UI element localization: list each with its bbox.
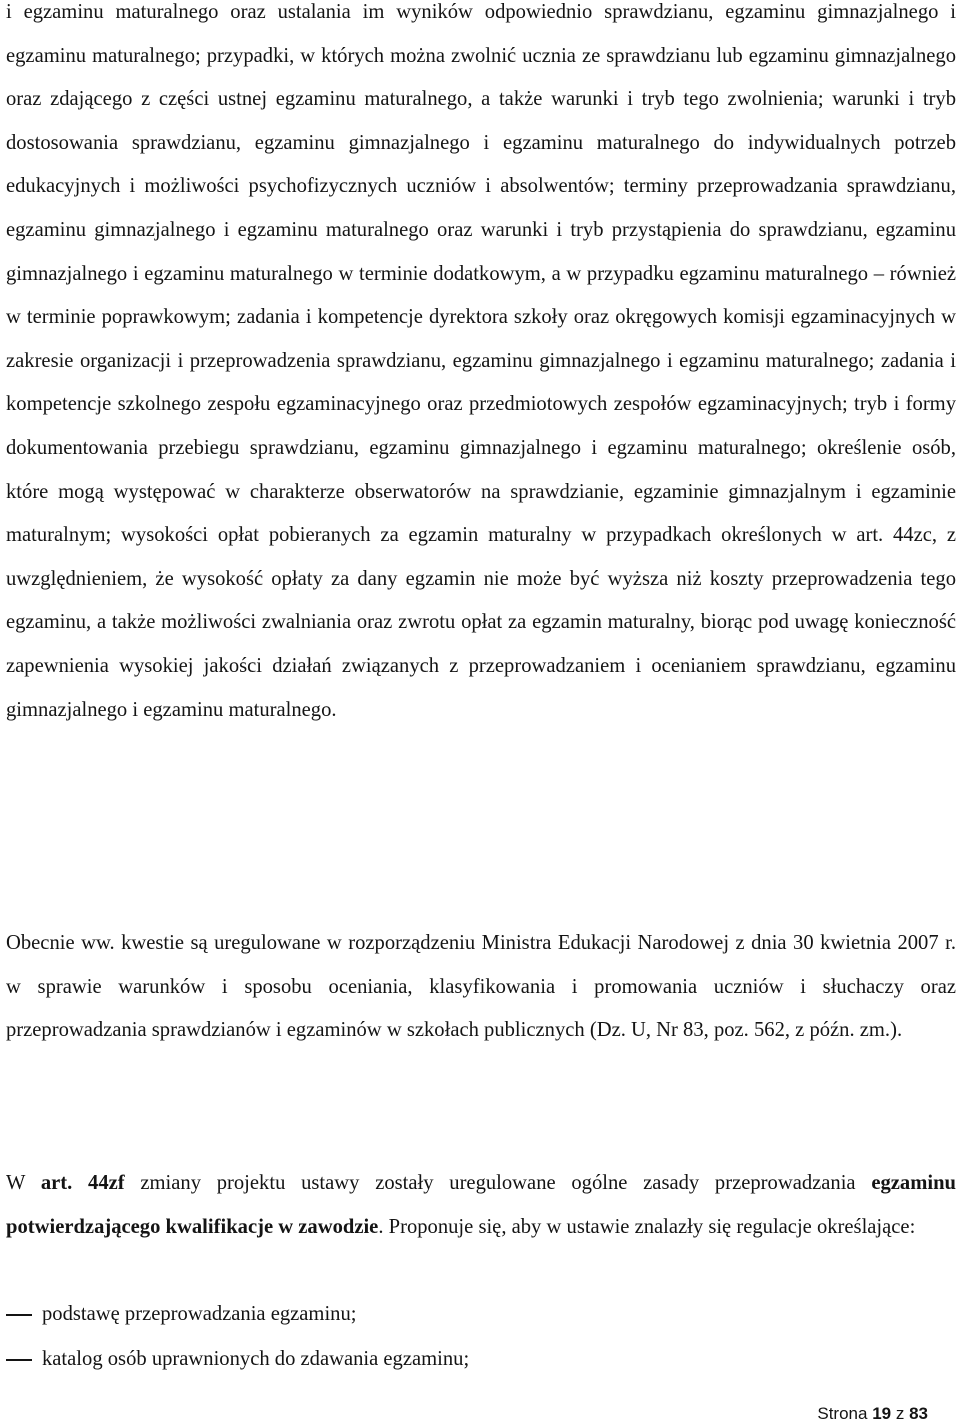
body-paragraph-1: i egzaminu maturalnego oraz ustalania im wyników odpowiednio sprawdzianu, egzaminu gimnazjalnego i egzaminu maturalnego; przypadki, w których można zwolnić ucznia ze sprawdzianu lub egzaminu gimnazjalnego oraz zdającego z części ustnej egzaminu maturalnego, a także warunki i tryb tego zwolnienia; warunki i tryb dostosowania sprawdzianu, egzaminu gimnazjalnego i egzaminu maturalnego do indywidualnych potrzeb edukacyjnych i możliwości psychofizycznych uczniów i absolwentów; terminy przeprowadzania sprawdzianu, egzaminu gimnazjalnego i egzaminu maturalnego oraz warunki i tryb przystąpienia do sprawdzianu, egzaminu gimnazjalnego i egzaminu maturalnego w terminie dodatkowym, a w przypadku egzaminu maturalnego – również w terminie poprawkowym; zadania i kompetencje dyrektora szkoły oraz okręgowych komisji egzaminacyjnych w zakresie organizacji i przeprowadzenia sprawdzianu, egzaminu gimnazjalnego i egzaminu maturalnego; zadania i kompetencje szkolnego zespołu egzaminacyjnego oraz przedmiotowych zespołów egzaminacyjnych; tryb i formy dokumentowania przebiegu sprawdzianu, egzaminu gimnazjalnego i egzaminu maturalnego; określenie osób, które mogą występować w charakterze obserwatorów na sprawdzianie, egzaminie gimnazjalnym i egzaminie maturalnym; wysokości opłat pobieranych za egzamin maturalny w przypadkach określonych w art. 44zc, z uwzględnieniem, że wysokość opłaty za dany egzamin nie może być wyższa niż koszty przeprowadzenia tego egzaminu, a także możliwości zwalniania oraz zwrotu opłat za egzamin maturalny, biorąc pod uwagę konieczność zapewnienia wysokiej jakości działań związanych z przeprowadzaniem i ocenianiem sprawdzianu, egzaminu gimnazjalnego i egzaminu maturalnego. — [6, 1, 956, 721]
paragraph-3-w: W — [6, 1172, 26, 1194]
list-item — [6, 1337, 956, 1382]
paragraph-3-rest: Proponuje się, aby w ustawie znalazły się regulacje określające: — [388, 1215, 916, 1238]
footer-of: z — [895, 1404, 905, 1423]
list-item-text: katalog osób uprawnionych do zdawania egzaminu; — [42, 1348, 470, 1370]
dash-bullet-icon — [6, 1359, 32, 1361]
article-number: 44zf — [88, 1172, 125, 1194]
regulation-list — [6, 1292, 956, 1382]
footer-page-number: 19 — [872, 1404, 892, 1423]
page-footer — [817, 1404, 928, 1424]
dash-bullet-icon — [6, 1314, 32, 1316]
list-item — [6, 1292, 956, 1337]
body-paragraph-2: Obecnie ww. kwestie są uregulowane w rozporządzeniu Ministra Edukacji Narodowej z dnia 30 kwietnia 2007 r. w sprawie warunków i sposobu oceniania, klasyfikowania i promowania uczniów i słuchaczy oraz przeprowadzania sprawdzianów i egzaminów w szkołach publicznych (Dz. U, Nr 83, poz. 562, z późn. zm.). — [6, 932, 956, 1042]
paragraph-3-dot: . — [378, 1215, 384, 1238]
bold-phrase: egzaminu potwierdzającego kwalifikacje w zawodzie — [6, 1172, 956, 1238]
list-item-text: podstawę przeprowadzania egzaminu; — [42, 1303, 357, 1325]
article-label: art. — [40, 1172, 73, 1194]
paragraph-3-text: zmiany projektu ustawy zostały uregulowane ogólne zasady przeprowadzania — [140, 1172, 856, 1194]
body-paragraph-3 — [6, 1162, 956, 1249]
footer-total-pages: 83 — [909, 1404, 928, 1423]
footer-prefix: Strona — [817, 1404, 868, 1423]
